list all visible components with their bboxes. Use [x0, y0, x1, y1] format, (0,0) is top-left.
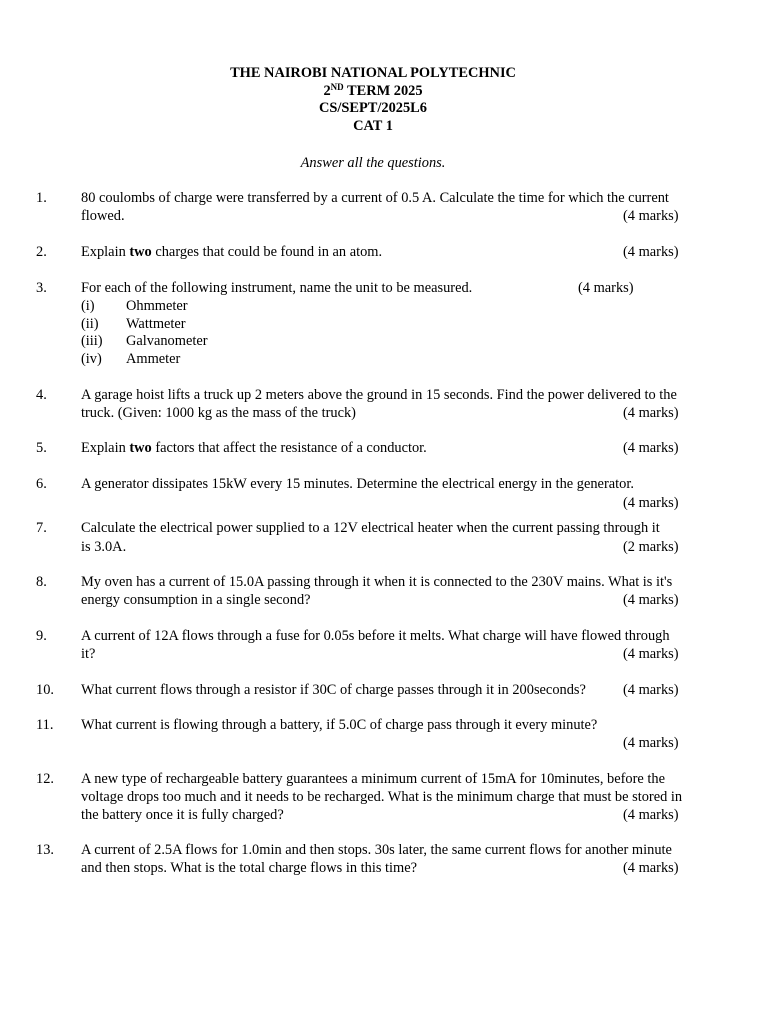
question-text: For each of the following instrument, name the unit to be measured. — [81, 280, 473, 296]
question-text-cont: energy consumption in a single second? — [81, 592, 311, 608]
emphasis-two: two — [129, 440, 152, 456]
document-header — [0, 65, 746, 135]
question-text-cont: it? — [81, 646, 96, 662]
marks-label: (4 marks) — [623, 646, 679, 662]
question-text-cont: is 3.0A. — [81, 539, 127, 555]
marks-label: (4 marks) — [623, 806, 679, 823]
question-number: 8. — [36, 574, 47, 590]
term-superscript: ND — [330, 81, 344, 92]
marks-label: (4 marks) — [623, 440, 679, 456]
question-text: Calculate the electrical power supplied to a 12V electrical heater when the current passing through it — [81, 520, 660, 536]
question-number: 6. — [36, 476, 47, 492]
question-text-cont: truck. (Given: 1000 kg as the mass of the truck) — [81, 404, 356, 421]
sub-item-number: (i) — [81, 298, 95, 314]
marks-label: (4 marks) — [578, 280, 634, 296]
sub-item-number: (iii) — [81, 333, 103, 349]
sub-item-text: Ammeter — [126, 351, 181, 367]
institution-name: THE NAIROBI NATIONAL POLYTECHNIC — [230, 65, 516, 81]
sub-item-text: Galvanometer — [126, 333, 208, 349]
question-number: 7. — [36, 520, 47, 536]
question-number: 4. — [36, 387, 47, 403]
question-number: 13. — [36, 842, 54, 858]
question-text: A current of 12A flows through a fuse for 0.05s before it melts. What charge will have flowed through — [81, 628, 670, 644]
question-text: Explain two charges that could be found in an atom. — [81, 244, 383, 260]
question-text: 80 coulombs of charge were transferred by a current of 0.5 A. Calculate the time for which the current — [81, 190, 669, 206]
instructions: Answer all the questions. — [300, 155, 446, 171]
question-number: 10. — [36, 682, 54, 698]
question-text-cont: flowed. — [81, 208, 125, 224]
question-text: A current of 2.5A flows for 1.0min and then stops. 30s later, the same current flows for another minute — [81, 842, 672, 858]
cat-title: CAT 1 — [353, 117, 393, 134]
emphasis-two: two — [129, 244, 152, 260]
question-number: 5. — [36, 440, 47, 456]
marks-label: (4 marks) — [623, 592, 679, 608]
question-text: A generator dissipates 15kW every 15 minutes. Determine the electrical energy in the generator. — [81, 476, 634, 492]
question-text-cont: voltage drops too much and it needs to be recharged. What is the minimum charge that must be stored in — [81, 789, 683, 805]
sub-item-text: Wattmeter — [126, 315, 186, 332]
question-text: What current flows through a resistor if 30C of charge passes through it in 200seconds? — [81, 682, 586, 698]
sub-item-number: (ii) — [81, 315, 99, 332]
course-code: CS/SEPT/2025L6 — [319, 100, 427, 116]
marks-label: (4 marks) — [623, 735, 679, 751]
sub-item-text: Ohmmeter — [126, 298, 188, 314]
marks-label: (4 marks) — [623, 244, 679, 260]
marks-label: (2 marks) — [623, 539, 679, 555]
marks-label: (4 marks) — [623, 404, 679, 421]
exam-term — [0, 83, 746, 101]
marks-label: (4 marks) — [623, 494, 679, 511]
question-number: 3. — [36, 280, 47, 296]
question-text: Explain two factors that affect the resistance of a conductor. — [81, 440, 427, 456]
marks-label: (4 marks) — [623, 860, 679, 876]
question-text: My oven has a current of 15.0A passing through it when it is connected to the 230V mains. What is it's — [81, 574, 673, 590]
question-number: 12. — [36, 771, 54, 787]
question-number: 2. — [36, 244, 47, 260]
question-text: A new type of rechargeable battery guarantees a minimum current of 15mA for 10minutes, before the — [81, 771, 665, 787]
question-text: What current is flowing through a battery, if 5.0C of charge pass through it every minute? — [81, 717, 598, 733]
question-text-cont: the battery once it is fully charged? — [81, 806, 284, 823]
term-number: 2 — [323, 82, 331, 99]
question-number: 9. — [36, 628, 47, 644]
question-number: 11. — [36, 717, 54, 733]
question-text-cont: and then stops. What is the total charge flows in this time? — [81, 860, 417, 876]
question-text: A garage hoist lifts a truck up 2 meters above the ground in 15 seconds. Find the power delivered to the — [81, 387, 677, 403]
marks-label: (4 marks) — [623, 208, 679, 224]
term-rest: TERM 2025 — [343, 82, 423, 99]
question-number: 1. — [36, 190, 47, 206]
marks-label: (4 marks) — [623, 682, 679, 698]
sub-item-number: (iv) — [81, 351, 102, 367]
